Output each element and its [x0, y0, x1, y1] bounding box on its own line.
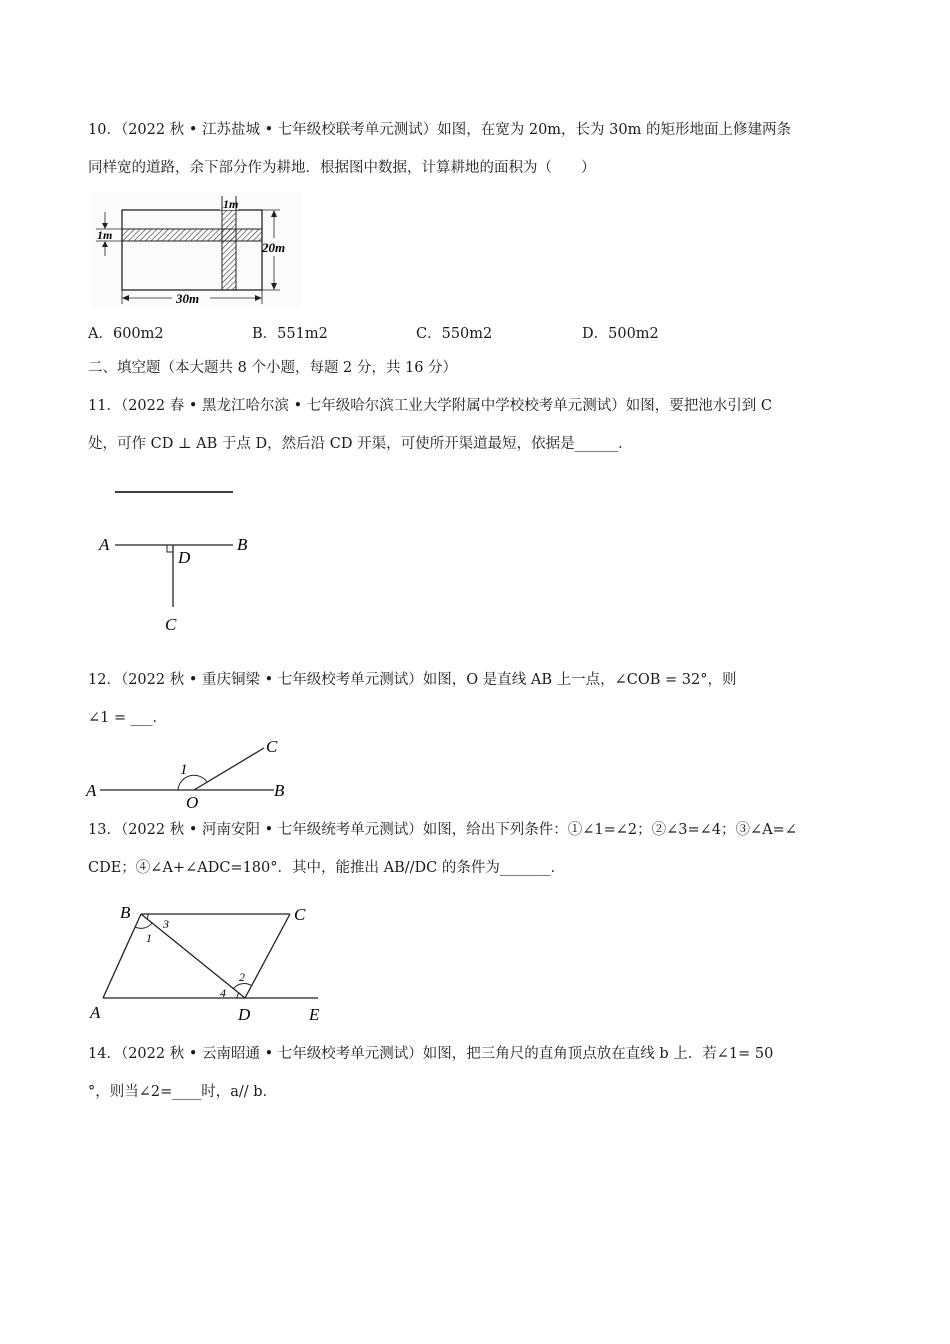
- right-angle-mark: [167, 545, 173, 552]
- section-heading: 二、填空题（本大题共 8 个小题，每题 2 分，共 16 分）: [88, 360, 458, 376]
- label-angle-1: 1: [146, 931, 152, 945]
- q10-figure: [92, 192, 302, 308]
- label-angle-4: 4: [220, 986, 226, 1000]
- q13-figure: [88, 900, 338, 1026]
- angle-3-arc: [147, 914, 148, 919]
- label-1m-left: 1m: [97, 228, 113, 242]
- label-a: A: [99, 535, 110, 554]
- label-d: D: [238, 1005, 251, 1024]
- label-b: B: [274, 781, 285, 800]
- vertical-road: [222, 210, 236, 290]
- q10-line-1: 10．（2022 秋 • 江苏盐城 • 七年级校联考单元测试）如图，在宽为 20m，长为 30m 的矩形地面上修建两条: [88, 122, 791, 138]
- label-30m: 30m: [176, 291, 200, 306]
- angle-4-arc: [237, 993, 239, 998]
- label-c: C: [165, 615, 177, 634]
- label-c: C: [294, 905, 306, 924]
- label-o: O: [186, 793, 199, 812]
- horizontal-road: [122, 229, 262, 241]
- diagonal-bd: [141, 914, 245, 998]
- label-b: B: [120, 903, 131, 922]
- q14-line-2: °，则当∠2=____时，a// b．: [88, 1084, 278, 1100]
- label-a: A: [86, 781, 97, 800]
- q12-line-1: 12．（2022 秋 • 重庆铜梁 • 七年级校考单元测试）如图，O 是直线 AB 上一点，∠COB = 32°，则: [88, 672, 737, 688]
- q10-option-d: D．500m2: [582, 326, 659, 342]
- angle-2-arc: [233, 984, 252, 989]
- q14-line-1: 14．（2022 秋 • 云南昭通 • 七年级校考单元测试）如图，把三角尺的直角顶点放在直线 b 上．若∠1= 50: [88, 1046, 774, 1062]
- label-d: D: [178, 548, 191, 567]
- q11-figure: [95, 482, 265, 642]
- label-b: B: [237, 535, 248, 554]
- label-1m-top: 1m: [223, 197, 239, 211]
- q12-figure: [86, 734, 296, 810]
- q10-line-2: 同样宽的道路，余下部分作为耕地．根据图中数据，计算耕地的面积为（ ）: [88, 160, 596, 176]
- label-20m: 20m: [262, 240, 286, 255]
- label-angle-3: 3: [163, 917, 169, 931]
- label-a: A: [90, 1003, 101, 1022]
- label-e: E: [309, 1005, 320, 1024]
- label-angle-2: 2: [239, 970, 245, 984]
- q10-option-c: C．550m2: [416, 326, 493, 342]
- ray-oc: [194, 748, 264, 790]
- q10-option-b: B．551m2: [252, 326, 328, 342]
- q13-line-2: CDE；④∠A+∠ADC=180°．其中，能推出 AB//DC 的条件为_______．: [88, 860, 566, 876]
- q11-line-1: 11．（2022 春 • 黑龙江哈尔滨 • 七年级哈尔滨工业大学附属中学校校考单元测试）如图，要把池水引到 C: [88, 398, 772, 414]
- angle-1-arc: [135, 923, 152, 928]
- q12-line-2: ∠1 = ___．: [88, 710, 167, 726]
- q13-line-1: 13．（2022 秋 • 河南安阳 • 七年级统考单元测试）如图，给出下列条件：①∠1=∠2；②∠3=∠4；③∠A=∠: [88, 822, 797, 838]
- q11-line-2: 处，可作 CD ⊥ AB 于点 D，然后沿 CD 开渠，可使所开渠道最短，依据是______．: [88, 436, 633, 452]
- q10-option-a: A．600m2: [88, 326, 164, 342]
- label-angle-1: 1: [180, 762, 188, 778]
- label-c: C: [266, 737, 278, 756]
